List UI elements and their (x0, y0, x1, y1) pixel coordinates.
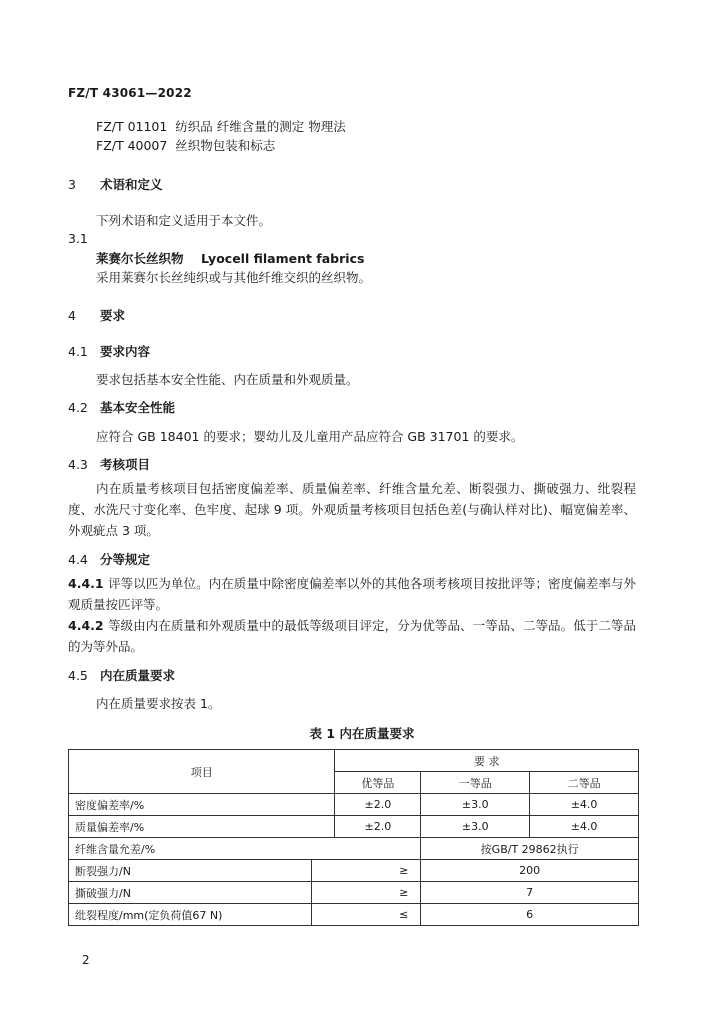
header-item: 项目 (69, 750, 335, 794)
row-merged-value: 200 (421, 860, 639, 882)
term-heading (96, 249, 364, 267)
section-number: 4 (68, 308, 76, 323)
table-row (69, 838, 639, 860)
section-4-2-heading (68, 398, 175, 416)
ref-title: 纺织品 纤维含量的测定 物理法 (175, 119, 346, 134)
table-1-caption: 表 1 内在质量要求 (309, 726, 415, 741)
section-4-2-text: 应符合 GB 18401 的要求；婴幼儿及儿童用产品应符合 GB 31701 的要求。 (96, 429, 524, 444)
ref-code: FZ/T 40007 (96, 138, 168, 153)
term-chinese: 莱赛尔长丝织物 (96, 251, 184, 266)
table-row (69, 816, 639, 838)
section-title: 分等规定 (100, 552, 151, 567)
section-4-3-text: 内在质量考核项目包括密度偏差率、质量偏差率、纤维含量允差、断裂强力、撕破强力、纰裂程度、水洗尺寸变化率、色牢度、起球 9 项。外观质量考核项目包括色差(与确认样对比)、幅宽偏差率、外观疵点 3 项。 (68, 481, 636, 538)
row-value: ±4.0 (530, 816, 639, 838)
section-4-1-text: 要求包括基本安全性能、内在质量和外观质量。 (96, 372, 359, 387)
page-number: 2 (82, 953, 90, 967)
reference-fz-t-40007 (96, 136, 275, 154)
term-english: Lyocell filament fabrics (200, 251, 365, 266)
row-item: 断裂强力/N (69, 860, 312, 882)
table-row (69, 794, 639, 816)
section-number: 4.4 (68, 552, 88, 567)
clause-number: 4.4.1 (68, 576, 104, 591)
section-title: 要求内容 (100, 344, 151, 359)
clause-number: 4.4.2 (68, 618, 104, 633)
section-4-3-heading (68, 455, 150, 473)
ref-title: 丝织物包装和标志 (175, 138, 276, 153)
row-item: 纤维含量允差/% (69, 838, 421, 860)
section-title: 基本安全性能 (100, 400, 176, 415)
standard-number-header: FZ/T 43061—2022 (68, 86, 192, 100)
row-item: 撕破强力/N (69, 882, 312, 904)
section-3-heading (68, 175, 163, 193)
table-row (69, 860, 639, 882)
clause-4-4-2 (68, 615, 636, 657)
term-number: 3.1 (68, 231, 88, 246)
term-definition: 采用莱赛尔长丝纯织或与其他纤维交织的丝织物。 (96, 270, 372, 285)
row-value: ±3.0 (421, 816, 530, 838)
clause-text: 等级由内在质量和外观质量中的最低等级项目评定，分为优等品、一等品、二等品。低于二等品的为等外品。 (68, 618, 636, 654)
reference-fz-t-01101 (96, 117, 346, 135)
row-comparator: ≥ (311, 860, 421, 882)
row-value: ±2.0 (335, 794, 421, 816)
section-title: 内在质量要求 (100, 668, 176, 683)
header-requirements: 要 求 (335, 750, 639, 772)
row-merged-value: 6 (421, 904, 639, 926)
row-item: 纰裂程度/mm(定负荷值67 N) (69, 904, 312, 926)
section-number: 4.5 (68, 668, 88, 683)
section-4-1-heading (68, 342, 150, 360)
table-row (69, 882, 639, 904)
row-value: ±3.0 (421, 794, 530, 816)
quality-requirements-table (68, 749, 639, 926)
section-number: 4.1 (68, 344, 88, 359)
section-title: 考核项目 (100, 457, 151, 472)
clause-4-4-1 (68, 573, 636, 615)
section-number: 3 (68, 177, 76, 192)
row-item: 密度偏差率/% (69, 794, 335, 816)
row-comparator: ≥ (311, 882, 421, 904)
section-4-heading (68, 306, 125, 324)
section-title: 术语和定义 (100, 177, 163, 192)
row-value: ±2.0 (335, 816, 421, 838)
header-grade-first: 一等品 (421, 772, 530, 794)
table-row (69, 904, 639, 926)
section-3-intro: 下列术语和定义适用于本文件。 (96, 213, 272, 228)
row-merged-value: 7 (421, 882, 639, 904)
section-number: 4.3 (68, 457, 88, 472)
section-4-4-heading (68, 550, 150, 568)
header-grade-second: 二等品 (530, 772, 639, 794)
row-value: ±4.0 (530, 794, 639, 816)
clause-text: 评等以匹为单位。内在质量中除密度偏差率以外的其他各项考核项目按批评等；密度偏差率与外观质量按匹评等。 (68, 576, 636, 612)
section-number: 4.2 (68, 400, 88, 415)
header-grade-premium: 优等品 (335, 772, 421, 794)
section-4-5-text: 内在质量要求按表 1。 (96, 696, 221, 711)
section-title: 要求 (100, 308, 126, 323)
row-item: 质量偏差率/% (69, 816, 335, 838)
table-header-row (69, 750, 639, 772)
row-comparator: ≤ (311, 904, 421, 926)
row-merged-value: 按GB/T 29862执行 (421, 838, 639, 860)
section-4-5-heading (68, 666, 175, 684)
ref-code: FZ/T 01101 (96, 119, 168, 134)
